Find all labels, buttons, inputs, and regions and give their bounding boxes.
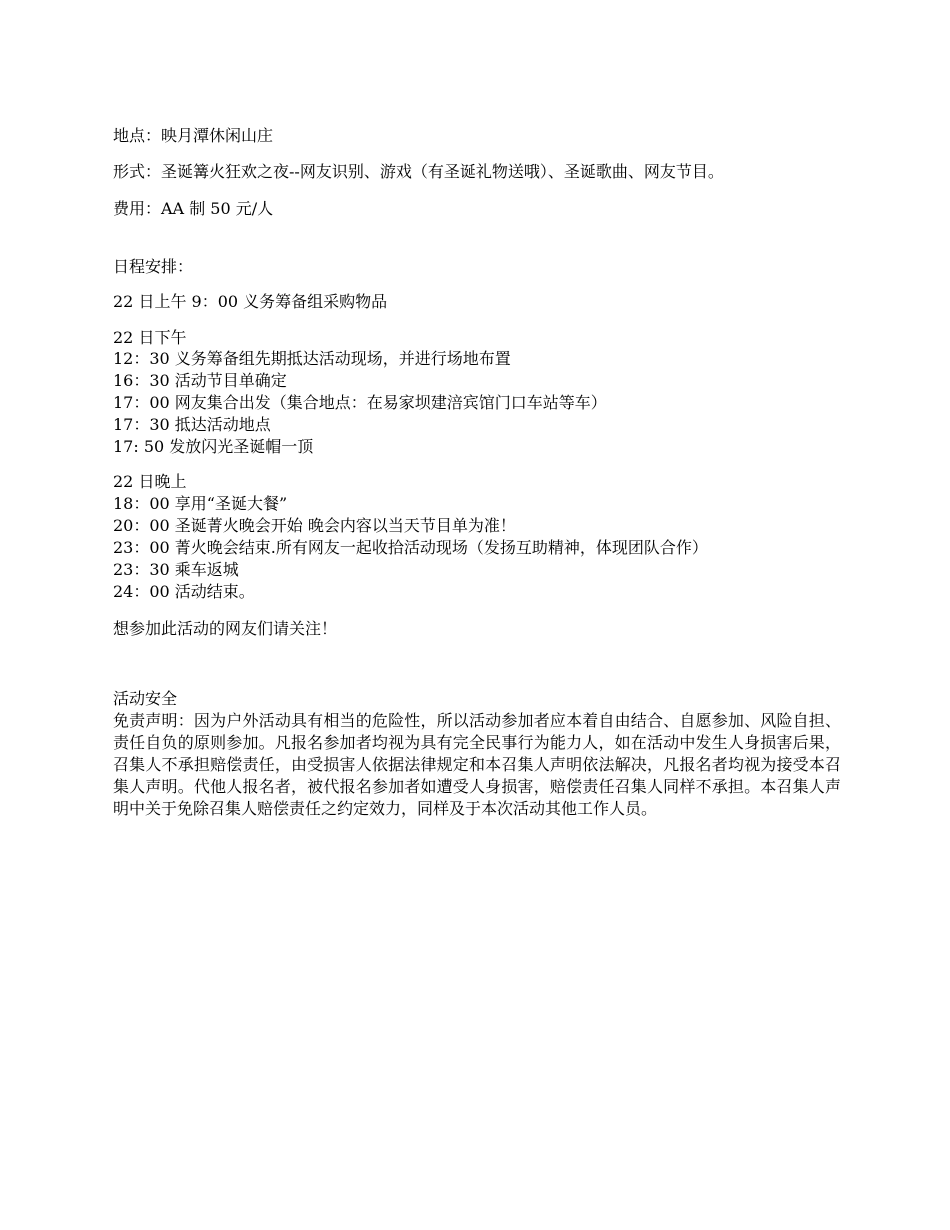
evening-item: 23：30 乘车返城 (113, 560, 239, 579)
evening-item: 18：00 享用“圣诞大餐” (113, 494, 288, 513)
location-line: 地点：映月潭休闲山庄 (113, 126, 274, 145)
morning-line: 22 日上午 9：00 义务筹备组采购物品 (113, 292, 388, 311)
evening-item: 20：00 圣诞菁火晚会开始 晚会内容以当天节目单为准！ (113, 516, 516, 535)
evening-item: 23：00 菁火晚会结束.所有网友一起收拾活动现场（发扬互助精神，体现团队合作） (113, 538, 708, 557)
closing-line: 想参加此活动的网友们请关注！ (113, 619, 338, 638)
afternoon-item: 17：00 网友集合出发（集合地点：在易家坝建涪宾馆门口车站等车） (113, 393, 607, 412)
evening-item: 24：00 活动结束。 (113, 582, 255, 601)
afternoon-item: 12：30 义务筹备组先期抵达活动现场，并进行场地布置 (113, 349, 511, 368)
safety-heading: 活动安全 (113, 689, 178, 708)
afternoon-item: 17: 50 发放闪光圣诞帽一顶 (113, 437, 314, 456)
afternoon-item: 16：30 活动节目单确定 (113, 371, 287, 390)
disclaimer-paragraph: 免责声明：因为户外活动具有相当的危险性，所以活动参加者应本着自由结合、自愿参加、风险自担、责任自负的原则参加。凡报名参加者均视为具有完全民事行为能力人，如在活动中发生人身损害后果，召集人不承担赔偿责任，由受损害人依据法律规定和本召集人声明依法解决，凡报名者均视为接受本召集人声明。代他人报名者，被代报名参加者如遭受人身损害，赔偿责任召集人同样不承担。本召集人声明中关于免除召集人赔偿责任之约定效力，同样及于本次活动其他工作人员。 (113, 711, 841, 818)
fee-line: 费用：AA 制 50 元/人 (113, 199, 274, 218)
evening-title: 22 日晚上 (113, 472, 187, 491)
afternoon-title: 22 日下午 (113, 328, 187, 347)
format-line: 形式：圣诞篝火狂欢之夜--网友识别、游戏（有圣诞礼物送哦）、圣诞歌曲、网友节目。 (113, 162, 724, 181)
afternoon-item: 17：30 抵达活动地点 (113, 415, 271, 434)
schedule-heading: 日程安排： (113, 257, 194, 276)
